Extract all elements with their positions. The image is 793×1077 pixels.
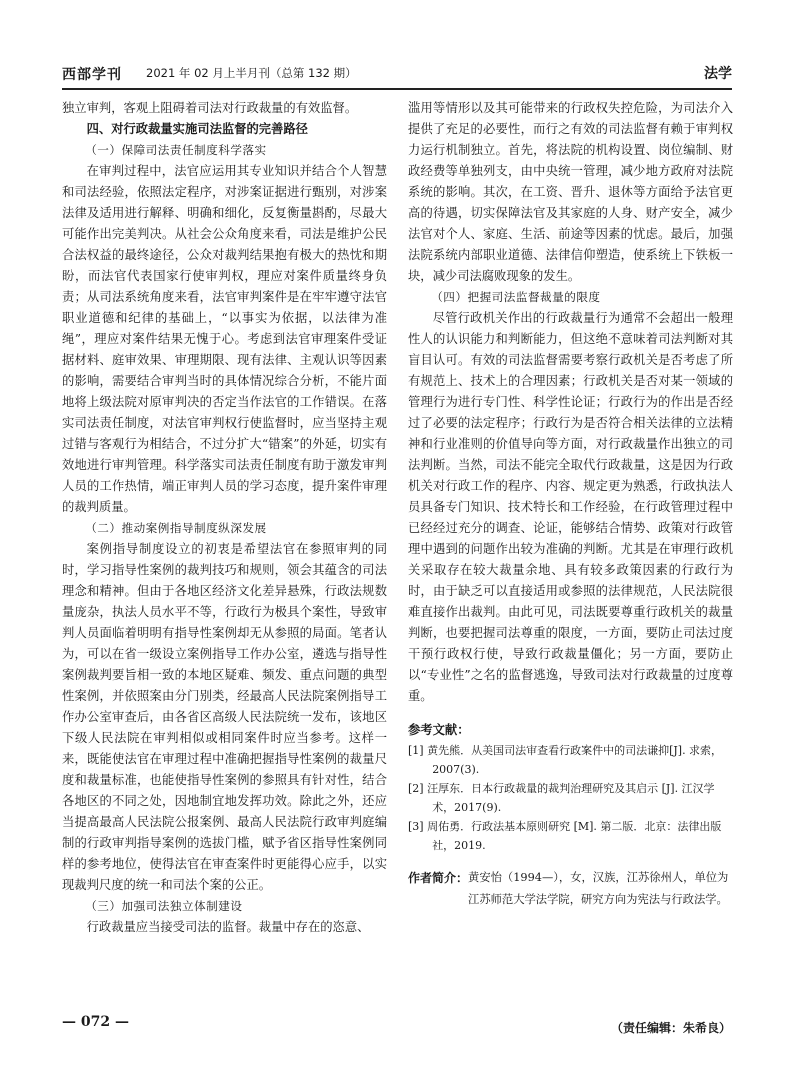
paragraph: 在审判过程中，法官应运用其专业知识并结合个人智慧和司法经验，依照法定程序，对涉案证据进行甄别，对涉案法律及适用进行解释、明确和细化，反复衡量斟酌，尽最大可能作出完美判决。从社会公众角度来看，司法是维护公民合法权益的最终途径，公众对裁判结果抱有极大的热忱和期盼，而法官代表国家行使审判权，理应对案件质量终身负责；从司法系统角度来看，法官审判案件是在牢牢遵守法官职业道德和纪律的基础上，“以事实为依据，以法律为准绳”，理应对案件结果无愧于心。考虑到法官审理案件受证据材料、庭审效果、审理期限、现有法律、主观认识等因素的影响，需要结合审判当时的具体情况综合分析，不能片面地将上级法院对原审判决的否定当作法官的工作错误。在落实司法责任制度，对法官审判权行使监督时，应当坚持主观过错与客观行为相结合，不过分扩大“错案”的外延，切实有效地进行审判管理。科学落实司法责任制度有助于激发审判人员的工作热情，端正审判人员的学习态度，提升案件审理的裁判质量。 [62,164,387,514]
subsection-heading: （二）推动案例指导制度纵深发展 [85,521,267,535]
paragraph: 案例指导制度设立的初衷是希望法官在参照审判的同时，学习指导性案例的裁判技巧和规则，领会其蕴含的司法理念和精神。但由于各地区经济文化差异悬殊，行政法规数量庞杂，执法人员水平不等，行政行为极具个案性，导致审判人员面临着明明有指导性案例却无从参照的局面。笔者认为，可以在省一级设立案例指导工作办公室，遴选与指导性案例裁判要旨相一致的本地区疑难、频发、重点问题的典型性案例，并依照案由分门别类，经最高人民法院案例指导工作办公室审查后，由各省区高级人民法院统一发布，该地区下级人民法院在审判相似或相同案件时应当参考。这样一来，既能使法官在审理过程中准确把握指导性案例的裁量尺度和裁量标准，也能使指导性案例的参照具有针对性，结合各地区的不同之处，因地制宜地发挥功效。除此之外，还应当提高最高人民法院公报案例、最高人民法院行政审判庭编制的行政审判指导案例的选拔门槛，赋予省区指导性案例同样的参考地位，使得法官在审查案件时更能得心应手，以实现裁判尺度的统一和司法个案的公正。 [62,542,387,892]
responsible-editor: （责任编辑：朱希良） [610,1021,731,1035]
page-header [62,62,732,86]
issue-info: 2021 年 02 月上半月刊（总第 132 期） [146,66,357,80]
subsection-heading: （一）保障司法责任制度科学落实 [85,143,267,157]
reference-item: [2] 汪厚东．日本行政裁量的裁判治理研究及其启示 [J]. 江汉学术，2017(9). [408,782,715,814]
paragraph: 行政裁量应当接受司法的监督。裁量中存在的恣意、 [86,920,370,934]
paragraph: 滥用等情形以及其可能带来的行政权失控危险，为司法介入提供了充足的必要性，而行之有效的司法监督有赖于审判权力运行机制独立。首先，将法院的机构设置、岗位编制、财政经费等单独列支，由中央统一管理，减少地方政府对法院系统的影响。其次，在工资、晋升、退休等方面给予法官更高的待遇，切实保障法官及其家庭的人身、财产安全，减少法官对个人、家庭、生活、前途等因素的忧虑。最后，加强法院系统内部职业道德、法律信仰塑造，使系统上下铁板一块，减少司法腐败现象的发生。 [408,101,733,283]
reference-item: [3] 周佑勇．行政法基本原则研究 [M]. 第二版．北京：法律出版社，2019. [408,820,722,852]
journal-logo: 西部学刊 [62,67,122,83]
section-heading: 四、对行政裁量实施司法监督的完善路径 [86,122,308,136]
right-column [408,98,733,911]
author-text: 黄安怡（1994—），女，汉族，江苏徐州人，单位为江苏师范大学法学院，研究方向为宪法与行政法学。 [468,871,729,906]
left-column [62,98,387,938]
page-number: — 072 — [62,1014,129,1030]
author-label: 作者简介： [408,871,469,885]
section-title: 法学 [704,66,732,82]
references-heading: 参考文献： [408,723,470,737]
subsection-heading: （四）把握司法监督裁量的限度 [431,290,601,304]
reference-item: [1] 黄先熊．从美国司法审查看行政案件中的司法谦抑[J]. 求索，2007(3). [408,744,723,776]
paragraph: 独立审判，客观上阻碍着司法对行政裁量的有效监督。 [62,101,358,115]
paragraph: 尽管行政机关作出的行政裁量行为通常不会超出一般理性人的认识能力和判断能力，但这绝不意味着司法判断对其盲目认可。有效的司法监督需要考察行政机关是否考虑了所有规范上、技术上的合理因素；行政机关是否对某一领域的管理行为进行专门性、科学性论证；行政行为的作出是否经过了必要的法定程序；行政行为是否符合相关法律的立法精神和行业准则的价值导向等方面，对行政裁量作出独立的司法判断。当然，司法不能完全取代行政裁量，这是因为行政机关对行政工作的程序、内容、规定更为熟悉，行政执法人员具备专门知识、技术特长和工作经验，在行政管理过程中已经经过充分的调查、论证，能够结合情势、政策对行政管理中遇到的问题作出较为准确的判断。尤其是在审理行政机关采取存在较大裁量余地、具有较多政策因素的行政行为时，由于缺乏可以直接适用或参照的法律规范，人民法院很难直接作出裁判。由此可见，司法既要尊重行政机关的裁量判断，也要把握司法尊重的限度，一方面，要防止司法过度干预行政权行使，导致行政裁量僵化；另一方面，要防止以“专业性”之名的监督逃逸，导致司法对行政裁量的过度尊重。 [408,311,733,703]
subsection-heading: （三）加强司法独立体制建设 [85,899,243,913]
header-rule [62,88,732,90]
author-bio [408,867,733,911]
